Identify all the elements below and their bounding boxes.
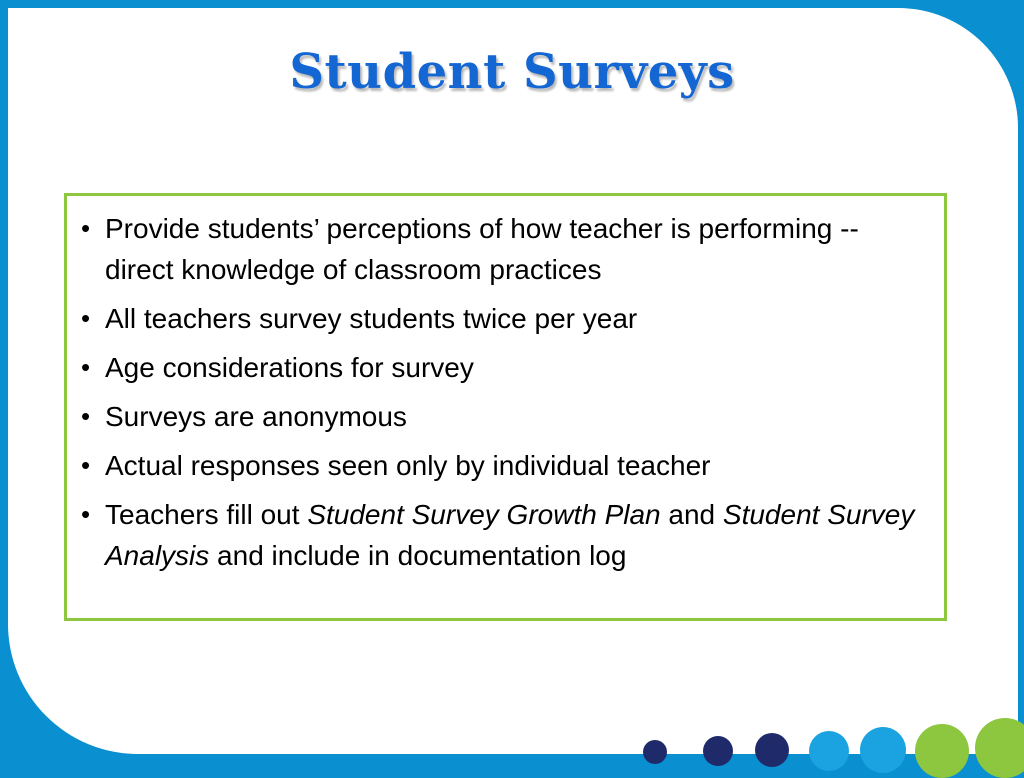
bullet-text-part: and include in documentation log bbox=[209, 540, 627, 571]
bullet-text: Actual responses seen only by individual teacher bbox=[105, 450, 711, 481]
bullet-text: Age considerations for survey bbox=[105, 352, 474, 383]
bullet-item bbox=[75, 298, 924, 339]
bullet-item bbox=[75, 347, 924, 388]
bullet-text-part: and bbox=[660, 499, 723, 530]
bullet-list bbox=[75, 208, 924, 576]
bullet-text-italic: Student Survey Analysis bbox=[105, 499, 915, 571]
bullet-text: All teachers survey students twice per year bbox=[105, 303, 638, 334]
bullet-item bbox=[75, 396, 924, 437]
bullet-glyph: • bbox=[81, 450, 91, 480]
bullet-text: Surveys are anonymous bbox=[105, 401, 407, 432]
content-box bbox=[64, 193, 947, 621]
bullet-item bbox=[75, 494, 924, 576]
bullet-glyph: • bbox=[81, 213, 91, 243]
bullet-item bbox=[75, 208, 924, 290]
bullet-text: Provide students’ perceptions of how teacher is performing -- direct knowledge of classroom practices bbox=[105, 213, 859, 285]
bullet-text-italic: Student Survey Growth Plan bbox=[307, 499, 661, 530]
bullet-glyph: • bbox=[81, 352, 91, 382]
bullet-glyph: • bbox=[81, 401, 91, 431]
bullet-glyph: • bbox=[81, 303, 91, 333]
slide-title: Student Surveys bbox=[289, 44, 735, 100]
bullet-item bbox=[75, 445, 924, 486]
bullet-text-part: Teachers fill out bbox=[105, 499, 308, 530]
bullet-glyph: • bbox=[81, 499, 91, 529]
